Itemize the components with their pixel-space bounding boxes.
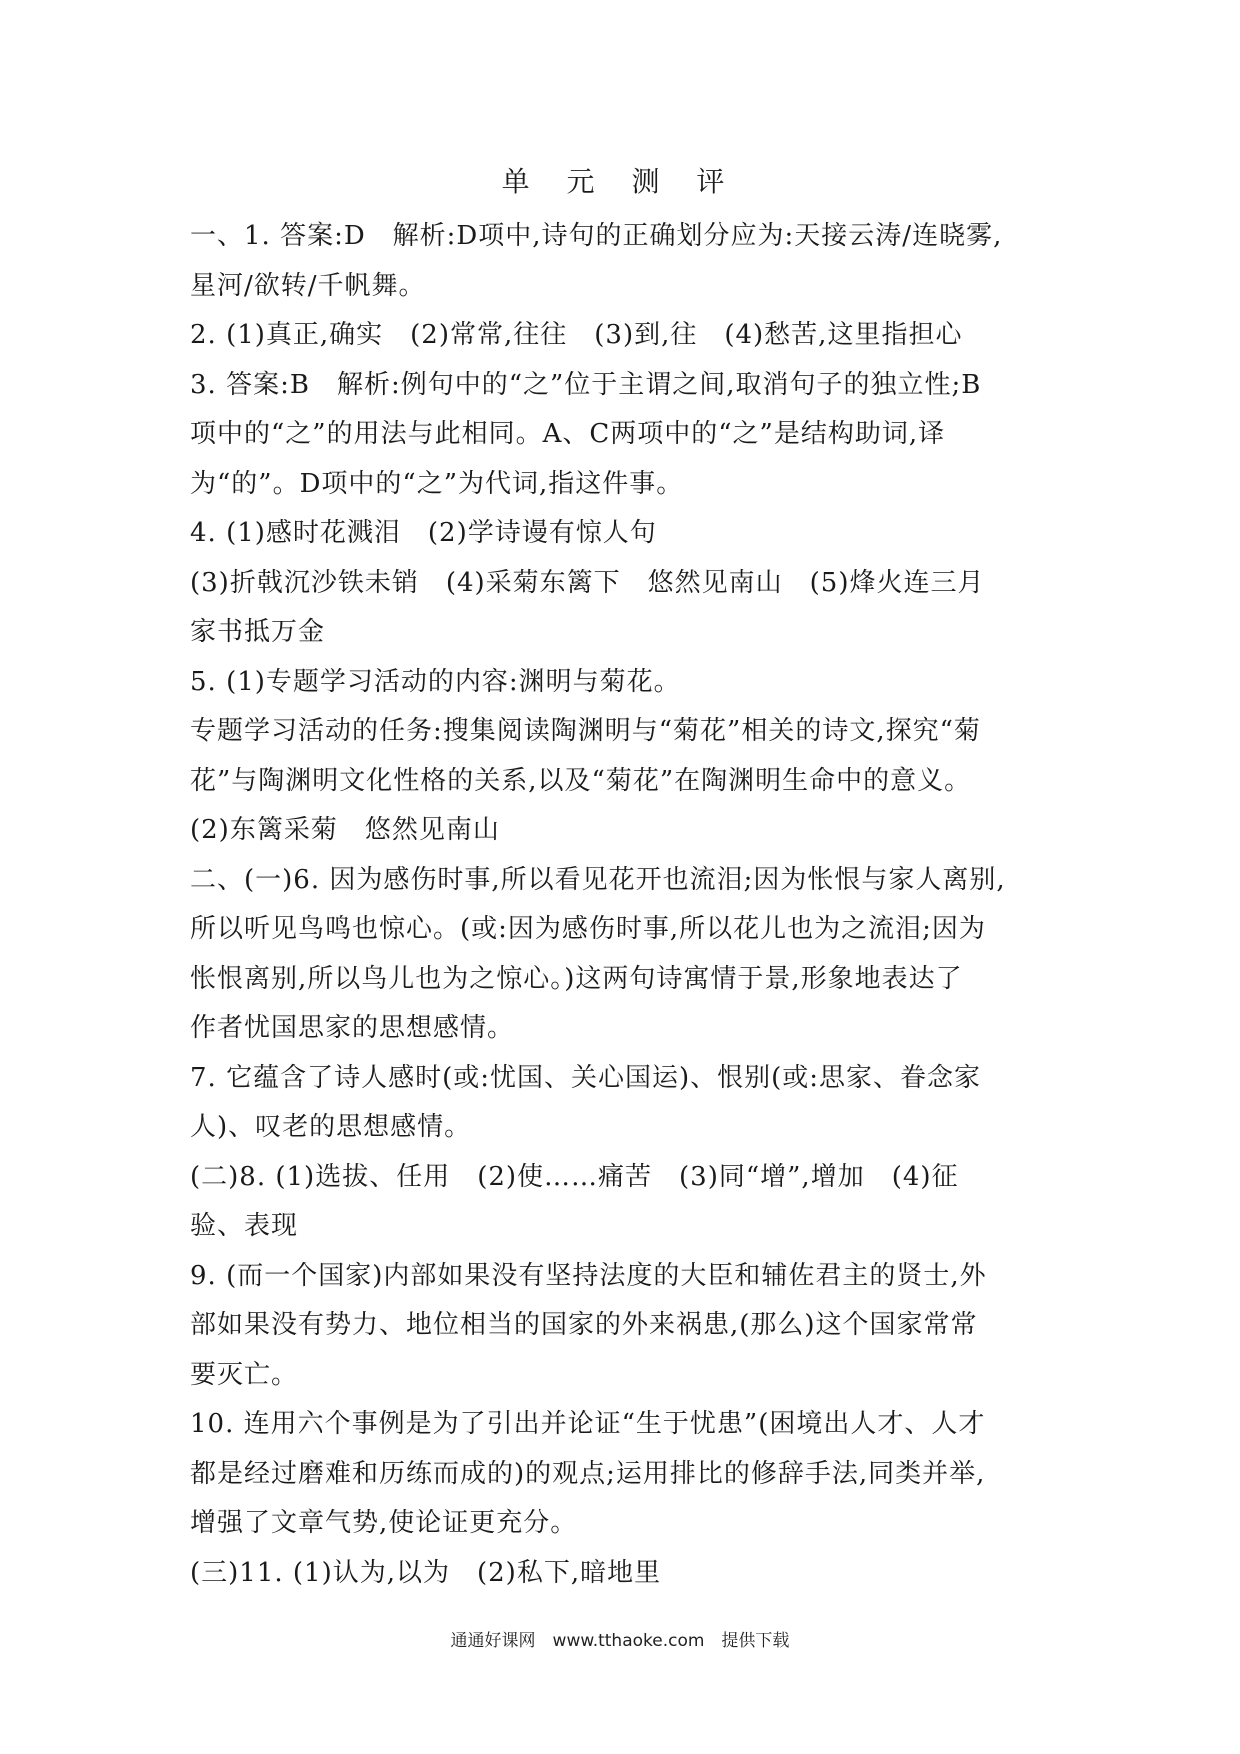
text-line: 为“的”。D项中的“之”为代词,指这件事。 — [190, 468, 684, 499]
text-line: 5. (1)专题学习活动的内容:渊明与菊花。 — [190, 666, 681, 697]
text-line: 9. (而一个国家)内部如果没有坚持法度的大臣和辅佐君主的贤士,外 — [190, 1260, 987, 1291]
text-line: 家书抵万金 — [190, 617, 326, 647]
text-line: 10. 连用六个事例是为了引出并论证“生于忧患”(困境出人才、人才 — [190, 1409, 986, 1439]
text-line: 专题学习活动的任务:搜集阅读陶渊明与“菊花”相关的诗文,探究“菊 — [190, 716, 981, 746]
text-line: 7. 它蕴含了诗人感时(或:忧国、关心国运)、恨别(或:思家、眷念家 — [190, 1062, 982, 1093]
text-line: (2)东篱采菊 悠然见南山 — [190, 815, 500, 845]
text-line: 星河/欲转/千帆舞。 — [190, 270, 426, 301]
text-line: 作者忧国思家的思想感情。 — [190, 1013, 515, 1043]
text-line: 2. (1)真正,确实 (2)常常,往往 (3)到,往 (4)愁苦,这里指担心 — [190, 320, 963, 350]
text-line: 部如果没有势力、地位相当的国家的外来祸患,(那么)这个国家常常 — [190, 1310, 978, 1340]
text-line: (3)折戟沉沙铁未销 (4)采菊东篱下 悠然见南山 (5)烽火连三月 — [190, 567, 985, 598]
footer-source: 通通好课网 www.tthaoke.com 提供下载 — [450, 1631, 790, 1651]
text-line: 3. 答案:B 解析:例句中的“之”位于主谓之间,取消句子的独立性;B — [190, 369, 982, 400]
answer-content — [190, 212, 1070, 1598]
text-line: (三)11. (1)认为,以为 (2)私下,暗地里 — [190, 1557, 662, 1588]
text-line: 花”与陶渊明文化性格的关系,以及“菊花”在陶渊明生命中的意义。 — [190, 765, 972, 796]
page-title: 单 元 测 评 — [501, 165, 739, 198]
text-line: 二、(一)6. 因为感伤时事,所以看见花开也流泪;因为怅恨与家人离别, — [190, 864, 1006, 895]
text-line: 项中的“之”的用法与此相同。A、C两项中的“之”是结构助词,译 — [190, 419, 946, 449]
text-line: 增强了文章气势,使论证更充分。 — [190, 1508, 578, 1538]
text-line: 所以听见鸟鸣也惊心。(或:因为感伤时事,所以花儿也为之流泪;因为 — [190, 914, 986, 944]
text-line: 要灭亡。 — [190, 1359, 299, 1390]
text-line: 验、表现 — [190, 1211, 299, 1241]
text-line: (二)8. (1)选拔、任用 (2)使……痛苦 (3)同“增”,增加 (4)征 — [190, 1161, 959, 1192]
text-line: 怅恨离别,所以鸟儿也为之惊心。)这两句诗寓情于景,形象地表达了 — [190, 963, 963, 994]
text-line: 都是经过磨难和历练而成的)的观点;运用排比的修辞手法,同类并举, — [190, 1458, 986, 1489]
text-line: 一、1. 答案:D 解析:D项中,诗句的正确划分应为:天接云涛/连晓雾, — [190, 221, 1003, 251]
text-line: 人)、叹老的思想感情。 — [190, 1112, 472, 1142]
text-line: 4. (1)感时花溅泪 (2)学诗谩有惊人句 — [190, 518, 657, 548]
